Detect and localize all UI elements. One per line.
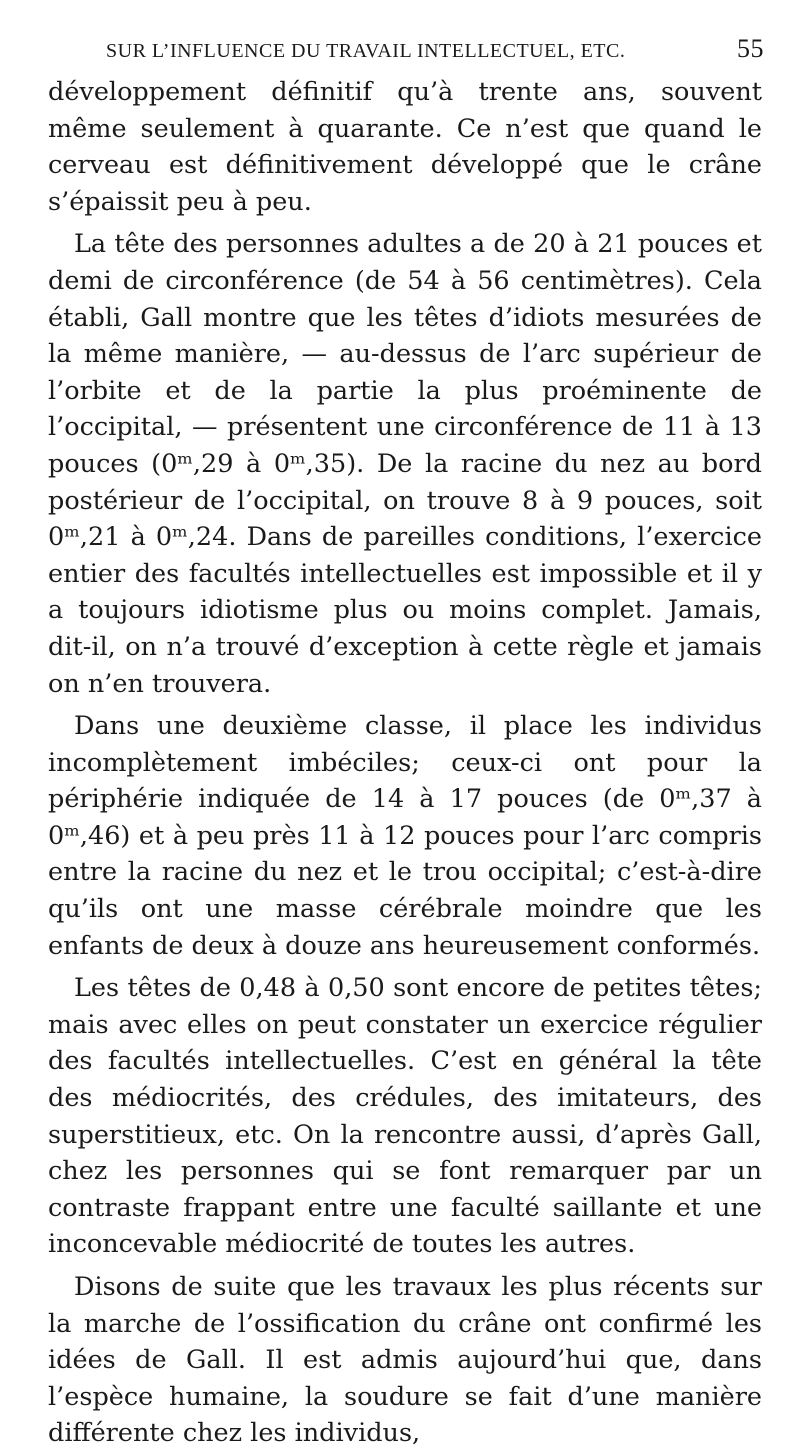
page-number: 55: [737, 34, 764, 63]
paragraph-5: Disons de suite que les travaux les plus récents sur la marche de l’ossification du crâne ont confirmé les idées de Gall. Il est admis aujourd’hui que, dans l’espèce humaine, la soudure se fait d’une manière différente chez les individus,: [48, 1272, 762, 1449]
page-body: [48, 74, 762, 1452]
running-header: [106, 34, 764, 68]
paragraph-2: La tête des personnes adultes a de 20 à 21 pouces et demi de circonférence (de 54 à 56 centimètres). Cela établi, Gall montre que les têtes d’idiots mesurées de la même manière, — au-dessus de l’arc supérieur de l’orbite et de la partie la plus proéminente de l’occipital, — présentent une circonférence de 11 à 13 pouces (0ᵐ,29 à 0ᵐ,35). De la racine du nez au bord postérieur de l’occipital, on trouve 8 à 9 pouces, soit 0ᵐ,21 à 0ᵐ,24. Dans de pareilles conditions, l’exercice entier des facultés intellectuelles est impossible et il y a toujours idiotisme plus ou moins complet. Jamais, dit-il, on n’a trouvé d’exception à cette règle et jamais on n’en trouvera.: [48, 229, 762, 699]
paragraph-1: développement définitif qu’à trente ans, souvent même seulement à quarante. Ce n’est que quand le cerveau est définitivement développé que le crâne s’épaissit peu à peu.: [48, 77, 762, 217]
running-title: SUR L’INFLUENCE DU TRAVAIL INTELLECTUEL, ETC.: [106, 40, 626, 62]
paragraph-3: Dans une deuxième classe, il place les individus incomplètement imbéciles; ceux-ci ont pour la périphérie indiquée de 14 à 17 pouces (de 0ᵐ,37 à 0ᵐ,46) et à peu près 11 à 12 pouces pour l’arc compris entre la racine du nez et le trou occipital; c’est-à-dire qu’ils ont une masse cérébrale moindre que les enfants de deux à douze ans heureusement conformés.: [48, 711, 762, 961]
paragraph-4: Les têtes de 0,48 à 0,50 sont encore de petites têtes; mais avec elles on peut constater un exercice régulier des facultés intellectuelles. C’est en général la tête des médiocrités, des crédules, des imitateurs, des superstitieux, etc. On la rencontre aussi, d’après Gall, chez les personnes qui se font remarquer par un contraste frappant entre une faculté saillante et une inconcevable médiocrité de toutes les autres.: [48, 973, 762, 1260]
